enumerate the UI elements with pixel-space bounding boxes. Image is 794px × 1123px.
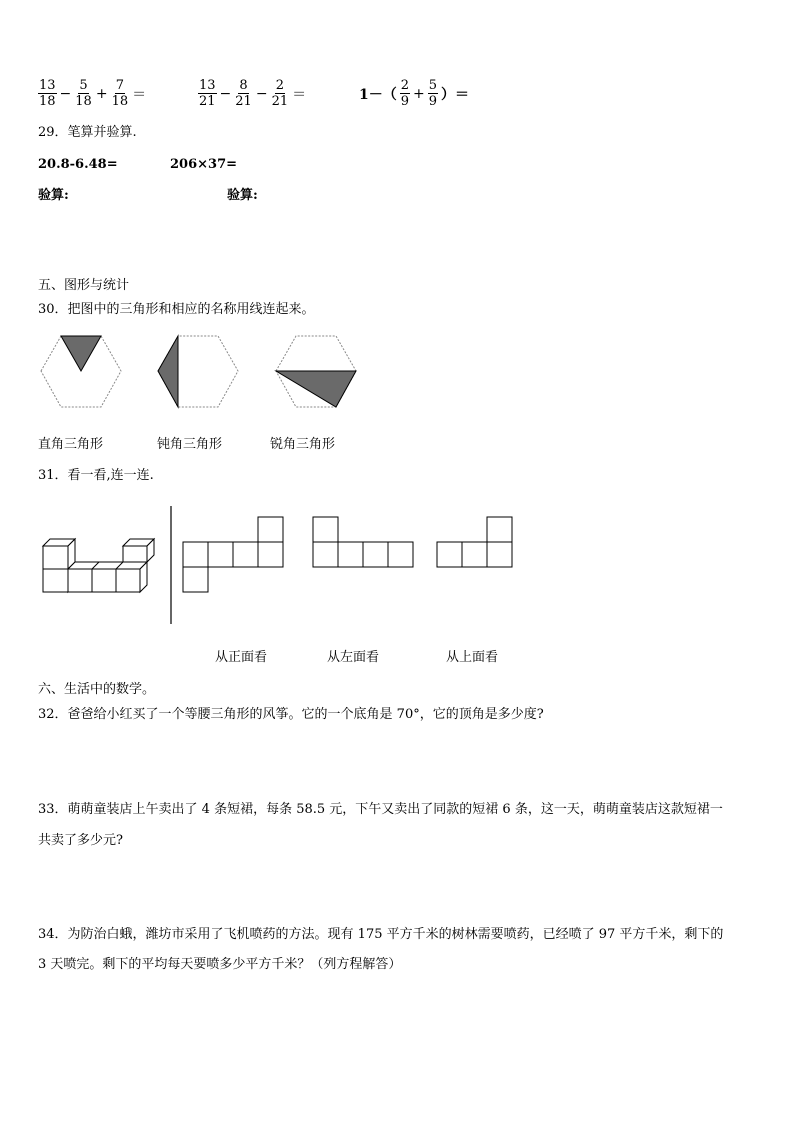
expression-3 <box>358 78 470 109</box>
q29-title: 29．笔算并验算. <box>38 125 137 140</box>
numerator: 5 <box>79 78 88 93</box>
denominator: 21 <box>235 94 252 109</box>
q30-hexagon-figures <box>38 334 368 414</box>
section-5-heading: 五、图形与统计 <box>38 278 130 293</box>
q30-name-right: 直角三角形 <box>38 437 104 452</box>
denominator: 18 <box>111 94 129 109</box>
expression-1 <box>38 78 147 109</box>
numerator: 8 <box>239 78 248 93</box>
fraction <box>198 78 217 109</box>
q32-text: 32．爸爸给小红买了一个等腰三角形的风筝。它的一个底角是 70°，它的顶角是多少度? <box>38 707 544 722</box>
q29-problem-2: 206×37= <box>170 157 238 172</box>
operator: + <box>95 85 108 102</box>
fraction <box>271 78 290 109</box>
view-label-left: 从左面看 <box>327 650 380 665</box>
view-grid-1 <box>183 517 283 592</box>
section-6-heading: 六、生活中的数学。 <box>38 682 156 697</box>
fraction <box>400 78 410 109</box>
q30-title: 30．把图中的三角形和相应的名称用线连起来。 <box>38 302 315 317</box>
view-label-top: 从上面看 <box>446 650 499 665</box>
denominator: 21 <box>199 94 216 109</box>
operator: − <box>59 85 72 102</box>
fraction <box>74 78 93 109</box>
fraction <box>38 78 57 109</box>
denominator: 18 <box>39 94 56 109</box>
q30-name-acute: 锐角三角形 <box>270 437 336 452</box>
numerator: 13 <box>199 78 216 93</box>
q31-figures <box>40 504 520 630</box>
q29-check-1: 验算: <box>38 188 69 203</box>
q31-title: 31．看一看,连一连. <box>38 468 154 483</box>
numerator: 5 <box>428 78 438 93</box>
q34-line-2: 3 天喷完。剩下的平均每天要喷多少平方千米？（列方程解答） <box>38 957 402 972</box>
view-grid-3 <box>437 517 512 567</box>
operator: ＝ <box>132 86 147 103</box>
expression-suffix: ）＝ <box>441 86 470 103</box>
numerator: 7 <box>115 78 124 93</box>
hexagon-1-right-triangle <box>41 336 121 407</box>
view-grid-2 <box>313 517 413 567</box>
operator: ＝ <box>292 86 307 103</box>
q34-line-1: 34．为防治白蛾，潍坊市采用了飞机喷药的方法。现有 175 平方千米的树林需要喷药，已经喷了 97 平方千米，剩下的 <box>38 927 724 942</box>
numerator: 13 <box>39 78 56 93</box>
hexagon-3-acute-triangle <box>276 336 356 407</box>
expression-prefix: 1－（ <box>359 86 397 103</box>
view-label-front: 从正面看 <box>215 650 268 665</box>
operator: − <box>255 85 268 102</box>
numerator: 2 <box>275 78 284 93</box>
numerator: 2 <box>400 78 410 93</box>
operator: − <box>219 85 232 102</box>
denominator: 21 <box>271 94 289 109</box>
denominator: 9 <box>400 94 410 109</box>
q30-name-obtuse: 钝角三角形 <box>157 437 223 452</box>
q33-line-1: 33．萌萌童装店上午卖出了 4 条短裙，每条 58.5 元，下午又卖出了同款的短裙 6 条，这一天，萌萌童装店这款短裙一 <box>38 802 723 817</box>
operator: + <box>413 85 425 102</box>
fraction <box>428 78 438 109</box>
q29-check-2: 验算: <box>227 188 258 203</box>
hexagon-2-obtuse-triangle <box>158 336 238 407</box>
q33-line-2: 共卖了多少元? <box>38 833 123 848</box>
expression-2 <box>198 78 307 109</box>
cube-solid <box>43 539 154 592</box>
fraction <box>234 78 253 109</box>
denominator: 9 <box>428 94 438 109</box>
fraction <box>111 78 130 109</box>
denominator: 18 <box>75 94 92 109</box>
q29-problem-1: 20.8-6.48= <box>38 157 118 172</box>
